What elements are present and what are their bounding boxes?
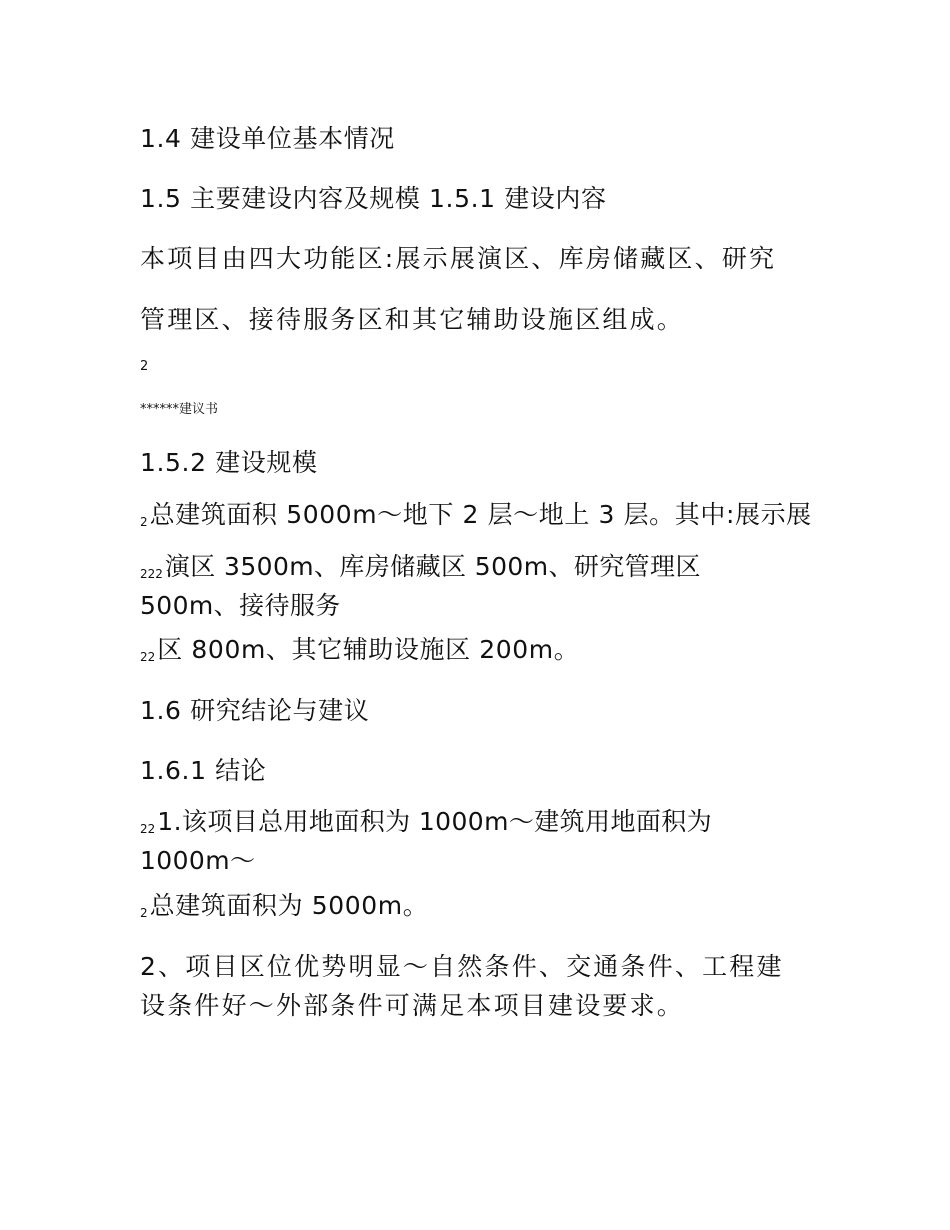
- superscript-marker: 2: [140, 906, 148, 920]
- conclusion-2-line-1: 2、项目区位优势明显～自然条件、交通条件、工程建: [140, 952, 784, 981]
- conclusion-1-line-a: 1.该项目总用地面积为 1000m～建筑用地面积为: [157, 807, 713, 836]
- heading-1-6: 1.6 研究结论与建议: [140, 696, 370, 725]
- page-number: 2: [140, 359, 149, 374]
- conclusion-1-line-b: 1000m～: [140, 846, 256, 875]
- scale-line-3-text: 区 800m、其它辅助设施区 200m。: [157, 635, 580, 664]
- running-header: ******建议书: [140, 402, 219, 417]
- scale-line-2a-text: 演区 3500m、库房储藏区 500m、研究管理区: [164, 552, 701, 581]
- conclusion-1: [140, 806, 712, 876]
- scale-line-2: [140, 551, 701, 621]
- scale-line-1: [140, 500, 812, 537]
- scale-line-2b-text: 500m、接待服务: [140, 591, 341, 620]
- superscript-marker: 22: [140, 822, 156, 836]
- heading-1-4: 1.4 建设单位基本情况: [140, 124, 395, 153]
- heading-1-6-1: 1.6.1 结论: [140, 756, 267, 785]
- heading-1-5: 1.5 主要建设内容及规模 1.5.1 建设内容: [140, 184, 607, 213]
- superscript-marker: 2: [140, 515, 148, 529]
- superscript-marker: 22: [140, 650, 156, 664]
- conclusion-1-area: [140, 891, 428, 928]
- paragraph-functions-line-2: 管理区、接待服务区和其它辅助设施区组成。: [140, 305, 685, 334]
- superscript-marker: 222: [140, 567, 163, 581]
- paragraph-functions-line-1: 本项目由四大功能区:展示展演区、库房储藏区、研究: [140, 244, 777, 273]
- scale-line-3: [140, 635, 579, 672]
- heading-1-5-2: 1.5.2 建设规模: [140, 448, 318, 477]
- conclusion-2-line-2: 设条件好～外部条件可满足本项目建设要求。: [140, 991, 685, 1020]
- conclusion-1-area-text: 总建筑面积为 5000m。: [149, 891, 429, 920]
- scale-line-1-text: 总建筑面积 5000m～地下 2 层～地上 3 层。其中:展示展: [149, 500, 812, 529]
